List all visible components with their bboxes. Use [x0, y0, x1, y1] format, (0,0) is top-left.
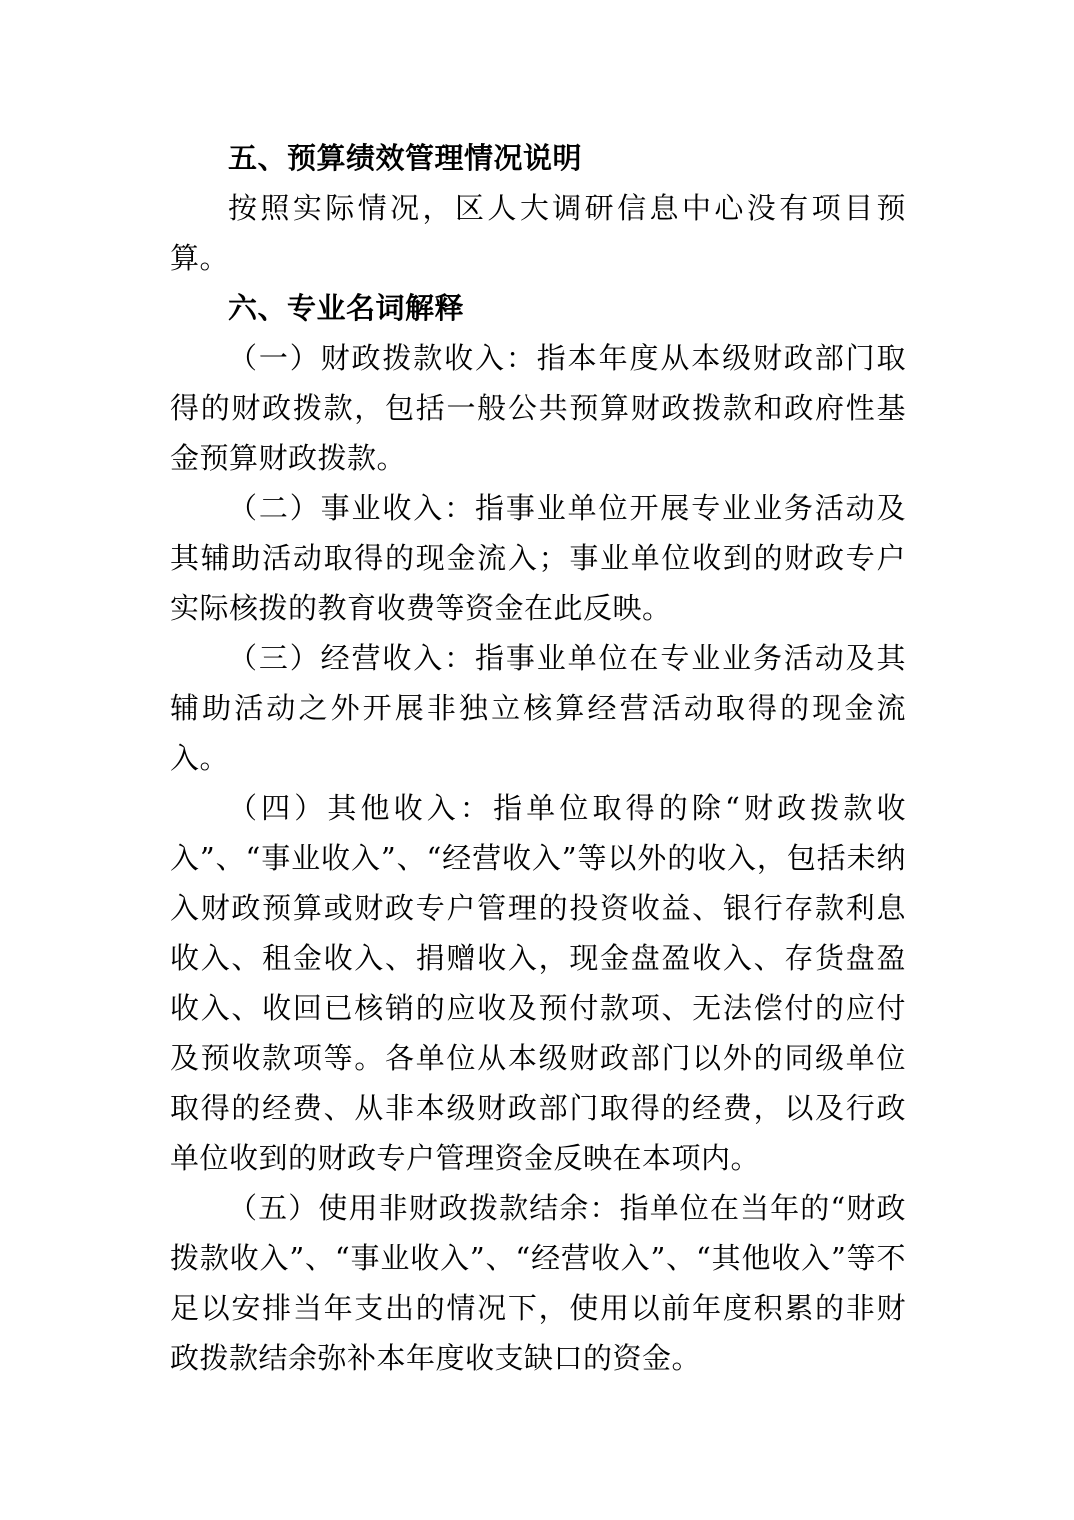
- heading-budget-performance-management: 五、预算绩效管理情况说明: [228, 141, 583, 175]
- para-term-institutional-income: （二）事业收入：指事业单位开展专业业务活动及其辅助活动取得的现金流入；事业单位收到的财政专户实际核拨的教育收费等资金在此反映。: [170, 491, 906, 625]
- heading-terminology-explanation: 六、专业名词解释: [228, 291, 465, 325]
- para-term-operating-income: （三）经营收入：指事业单位在专业业务活动及其辅助活动之外开展非独立核算经营活动取得的现金流入。: [170, 641, 906, 775]
- para-no-project-budget-note: 按照实际情况，区人大调研信息中心没有项目预算。: [170, 191, 906, 275]
- para-term-fiscal-appropriation-income: （一）财政拨款收入：指本年度从本级财政部门取得的财政拨款，包括一般公共预算财政拨款和政府性基金预算财政拨款。: [170, 341, 906, 475]
- document-text-block: [170, 133, 906, 1383]
- para-term-other-income: （四）其他收入：指单位取得的除“财政拨款收入”、“事业收入”、“经营收入”等以外的收入，包括未纳入财政预算或财政专户管理的投资收益、银行存款利息收入、租金收入、捐赠收入，现金盘盈收入、存货盘盈收入、收回已核销的应收及预付款项、无法偿付的应付及预收款项等。各单位从本级财政部门以外的同级单位取得的经费、从非本级财政部门取得的经费，以及行政单位收到的财政专户管理资金反映在本项内。: [170, 791, 906, 1175]
- para-term-use-of-non-fiscal-balance: （五）使用非财政拨款结余：指单位在当年的“财政拨款收入”、“事业收入”、“经营收入”、“其他收入”等不足以安排当年支出的情况下，使用以前年度积累的非财政拨款结余弥补本年度收支缺口的资金。: [170, 1191, 906, 1375]
